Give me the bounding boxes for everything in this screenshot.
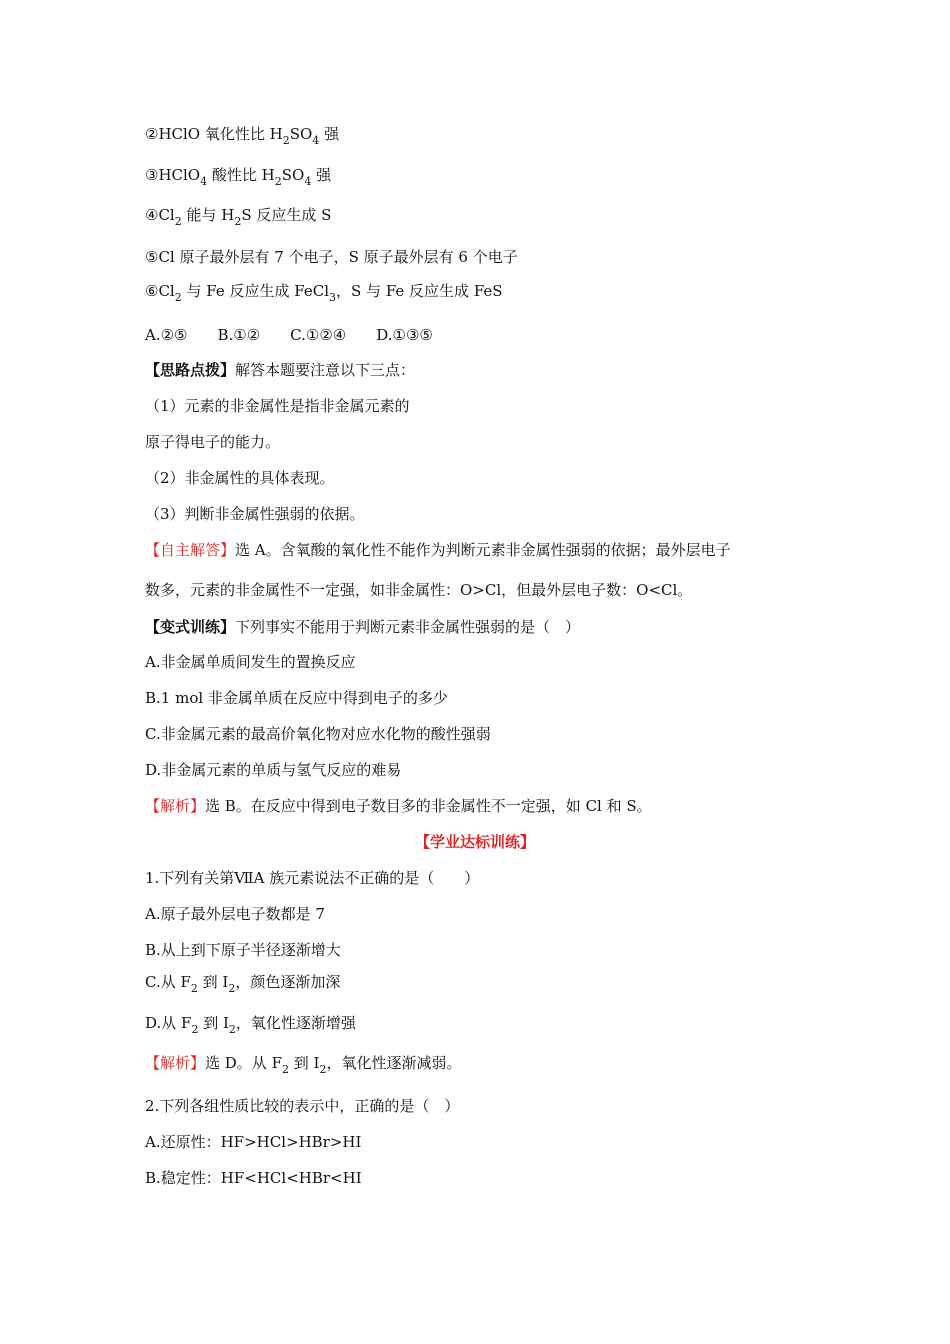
statement-6: $⑥Cl_2$ 与 Fe 反应生成 FeCl$_3$，S 与 Fe 反应生成 FeS — [145, 282, 503, 304]
hint-label: 【思路点拨】 — [145, 361, 236, 379]
hint-point-1: （1）元素的非金属性是指非金属元素的 — [145, 397, 410, 415]
variant-option-b: B.1 mol 非金属单质在反应中得到电子的多少 — [145, 689, 448, 707]
question-1: 1.下列有关第ⅦA 族元素说法不正确的是（ ） — [145, 869, 480, 887]
self-answer-label: 【自主解答】 — [145, 541, 236, 559]
hint-point-1-cont: 原子得电子的能力。 — [145, 433, 281, 451]
variant-analysis: 【解析】选 B。在反应中得到电子数目多的非金属性不一定强，如 Cl 和 S。 — [145, 797, 652, 815]
statement-4: $④Cl_2$ 能与 $H_2S$ 反应生成 S — [145, 206, 332, 228]
section-heading: 【学业达标训练】 — [414, 833, 535, 851]
q2-option-b: B.稳定性：HF<HCl<HBr<HI — [145, 1169, 362, 1187]
variant-option-c: C.非金属元素的最高价氧化物对应水化物的酸性强弱 — [145, 725, 491, 743]
q1-analysis-label: 【解析】 — [145, 1054, 206, 1072]
q1-option-a: A.原子最外层电子数都是 7 — [145, 905, 325, 923]
statement-2: ②HClO 氧化性比 $H_2SO_4$ 强 — [145, 125, 340, 147]
variant-option-a: A.非金属单质间发生的置换反应 — [145, 653, 356, 671]
q2-option-a: A.还原性：HF>HCl>HBr>HI — [145, 1133, 362, 1151]
self-answer-paragraph: 【自主解答】选 A。含氧酸的氧化性不能作为判断元素非金属性强弱的依据；最外层电子 — [145, 541, 731, 559]
hint-point-2: （2）非金属性的具体表现。 — [145, 469, 335, 487]
hint-point-3: （3）判断非金属性强弱的依据。 — [145, 505, 365, 523]
variant-question: 【变式训练】下列事实不能用于判断元素非金属性强弱的是（ ） — [145, 618, 581, 636]
q1-option-b: B.从上到下原子半径逐渐增大 — [145, 941, 341, 959]
q1-analysis: 【解析】选 D。从 $F_2$ 到 $I_2$，氧化性逐渐减弱。 — [145, 1054, 462, 1076]
answer-options: A.②⑤ B.①② C.①②④ D.①③⑤ — [145, 326, 433, 344]
variant-option-d: D.非金属元素的单质与氢气反应的难易 — [145, 761, 402, 779]
hint-paragraph: 【思路点拨】解答本题要注意以下三点： — [145, 361, 416, 379]
statement-3: ③HClO$_4$ 酸性比 $H_2SO_4$ 强 — [145, 166, 332, 188]
q1-option-c: C.从 $F_2$ 到 $I_2$，颜色逐渐加深 — [145, 973, 341, 995]
statement-5: ⑤Cl 原子最外层有 7 个电子，S 原子最外层有 6 个电子 — [145, 248, 518, 266]
question-2: 2.下列各组性质比较的表示中，正确的是（ ） — [145, 1097, 460, 1115]
analysis-label: 【解析】 — [145, 797, 206, 815]
q1-option-d: D.从 $F_2$ 到 $I_2$，氧化性逐渐增强 — [145, 1014, 356, 1036]
self-answer-cont: 数多，元素的非金属性不一定强，如非金属性：O>Cl，但最外层电子数：O<Cl。 — [145, 581, 693, 599]
variant-label: 【变式训练】 — [145, 618, 236, 636]
